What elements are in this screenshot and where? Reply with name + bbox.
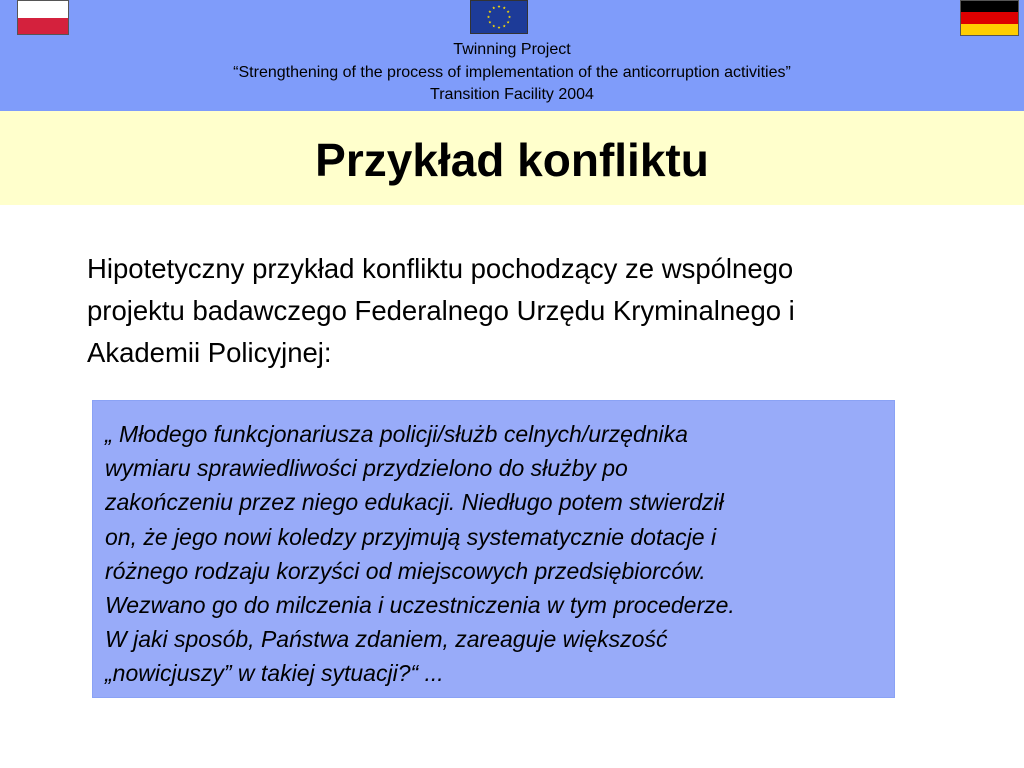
flag-poland-red-stripe <box>18 18 68 35</box>
intro-line: Akademii Policyjnej: <box>87 337 332 368</box>
flag-poland-icon <box>17 0 69 35</box>
project-facility: Transition Facility 2004 <box>430 86 594 103</box>
quote-text <box>105 417 890 691</box>
flag-germany-black-stripe <box>961 1 1018 12</box>
quote-line: wymiaru sprawiedliwości przydzielono do służby po <box>105 455 628 482</box>
quote-line: „ Młodego funkcjonariusza policji/służb celnych/urzędnika <box>105 421 688 447</box>
flag-eu-graphic <box>471 1 527 33</box>
quote-line: Wezwano go do milczenia i uczestniczenia w tym procederze. <box>105 592 735 619</box>
project-name: Twinning Project <box>453 41 571 58</box>
flag-poland-white-stripe <box>18 1 68 18</box>
intro-line: Hipotetyczny przykład konfliktu pochodzący ze wspólnego <box>87 253 794 284</box>
quote-line: on, że jego nowi koledzy przyjmują systematycznie dotacje i <box>105 523 717 550</box>
flag-germany-icon <box>960 0 1019 36</box>
project-info <box>0 39 1024 107</box>
flag-germany-red-stripe <box>961 12 1018 23</box>
quote-box <box>92 400 895 698</box>
flag-eu-icon <box>470 0 528 34</box>
quote-line: zakończeniu przez niego edukacji. Niedługo potem stwierdził <box>105 489 724 516</box>
flag-germany-gold-stripe <box>961 24 1018 35</box>
quote-line: „nowicjuszy” w takiej sytuacji?“ ... <box>105 660 444 687</box>
intro-line: projektu badawczego Federalnego Urzędu Kryminalnego i <box>87 295 795 326</box>
quote-line: W jaki sposób, Państwa zdaniem, zareaguje większość <box>105 626 668 653</box>
quote-line: różnego rodzaju korzyści od miejscowych przedsiębiorców. <box>105 557 706 584</box>
intro-paragraph <box>87 248 997 374</box>
project-subtitle: “Strengthening of the process of implementation of the anticorruption activities” <box>233 63 791 81</box>
header-banner <box>0 0 1024 111</box>
slide-title: Przykład konfliktu <box>315 134 709 186</box>
